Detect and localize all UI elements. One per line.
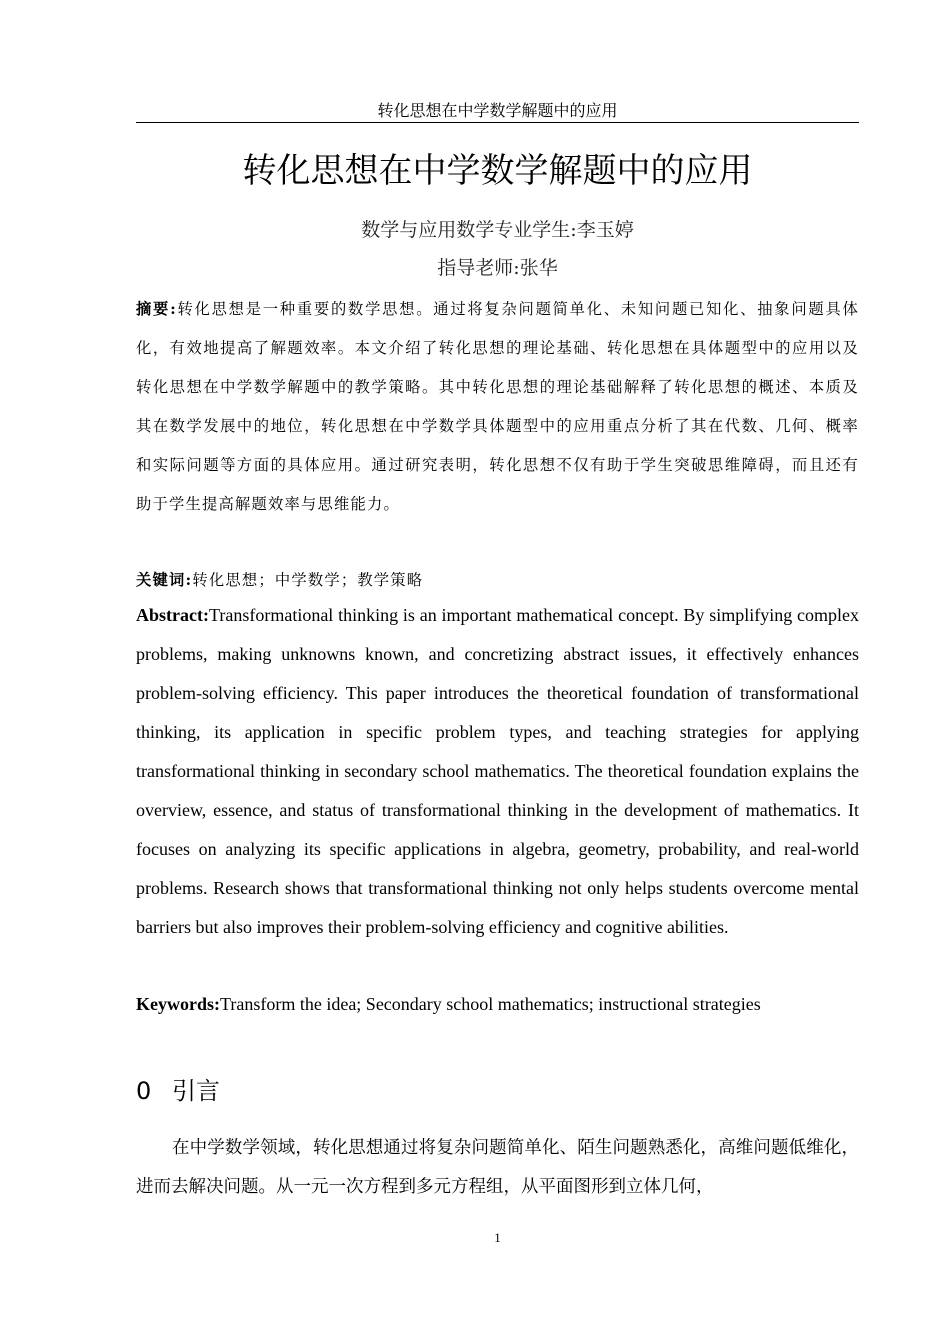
author-line: 数学与应用数学专业学生:李玉婷 — [361, 219, 634, 241]
paper-title: 转化思想在中学数学解题中的应用 — [242, 151, 753, 191]
section-title: 引言 — [172, 1077, 220, 1105]
running-header: 转化思想在中学数学解题中的应用 — [377, 101, 618, 120]
abstract-english-label: Abstract: — [136, 605, 209, 625]
abstract-chinese-label: 摘要: — [136, 300, 177, 318]
advisor-line: 指导老师:张华 — [437, 257, 558, 279]
keywords-chinese — [136, 562, 859, 598]
section-heading — [136, 1073, 859, 1109]
abstract-english — [136, 596, 859, 947]
abstract-english-text: Transformational thinking is an important mathematical concept. By simplifying complex problems, making unknowns known, and concretizing abstract issues, it effectively enhances problem-solving efficiency. This paper introduces the theoretical foundation of transformational thinking, its application in specific problem types, and teaching strategies for applying transformational thinking in secondary school mathematics. The theoretical foundation explains the overview, essence, and status of transformational thinking in the development of mathematics. It focuses on analyzing its specific applications in algebra, geometry, probability, and real-world problems. Research shows that transformational thinking not only helps students overcome mental barriers but also improves their problem-solving efficiency and cognitive abilities. — [136, 605, 859, 937]
abstract-chinese — [136, 290, 859, 523]
keywords-english-label: Keywords: — [136, 994, 220, 1014]
body-paragraph: 在中学数学领域，转化思想通过将复杂问题简单化、陌生问题熟悉化，高维问题低维化，进而去解决问题。从一元一次方程到多元方程组，从平面图形到立体几何， — [136, 1138, 859, 1197]
page-number: 1 — [494, 1230, 501, 1245]
section-number: 0 — [136, 1077, 152, 1105]
keywords-english — [136, 986, 859, 1022]
keywords-english-text: Transform the idea; Secondary school mathematics; instructional strategies — [220, 994, 761, 1014]
keywords-chinese-label: 关键词: — [136, 571, 193, 589]
abstract-chinese-text: 转化思想是一种重要的数学思想。通过将复杂问题简单化、未知问题已知化、抽象问题具体化，有效地提高了解题效率。本文介绍了转化思想的理论基础、转化思想在具体题型中的应用以及转化思想在中学数学解题中的教学策略。其中转化思想的理论基础解释了转化思想的概述、本质及其在数学发展中的地位，转化思想在中学数学具体题型中的应用重点分析了其在代数、几何、概率和实际问题等方面的具体应用。通过研究表明，转化思想不仅有助于学生突破思维障碍，而且还有助于学生提高解题效率与思维能力。 — [136, 300, 859, 513]
keywords-chinese-text: 转化思想；中学数学；教学策略 — [192, 571, 424, 589]
header-divider — [136, 122, 859, 123]
